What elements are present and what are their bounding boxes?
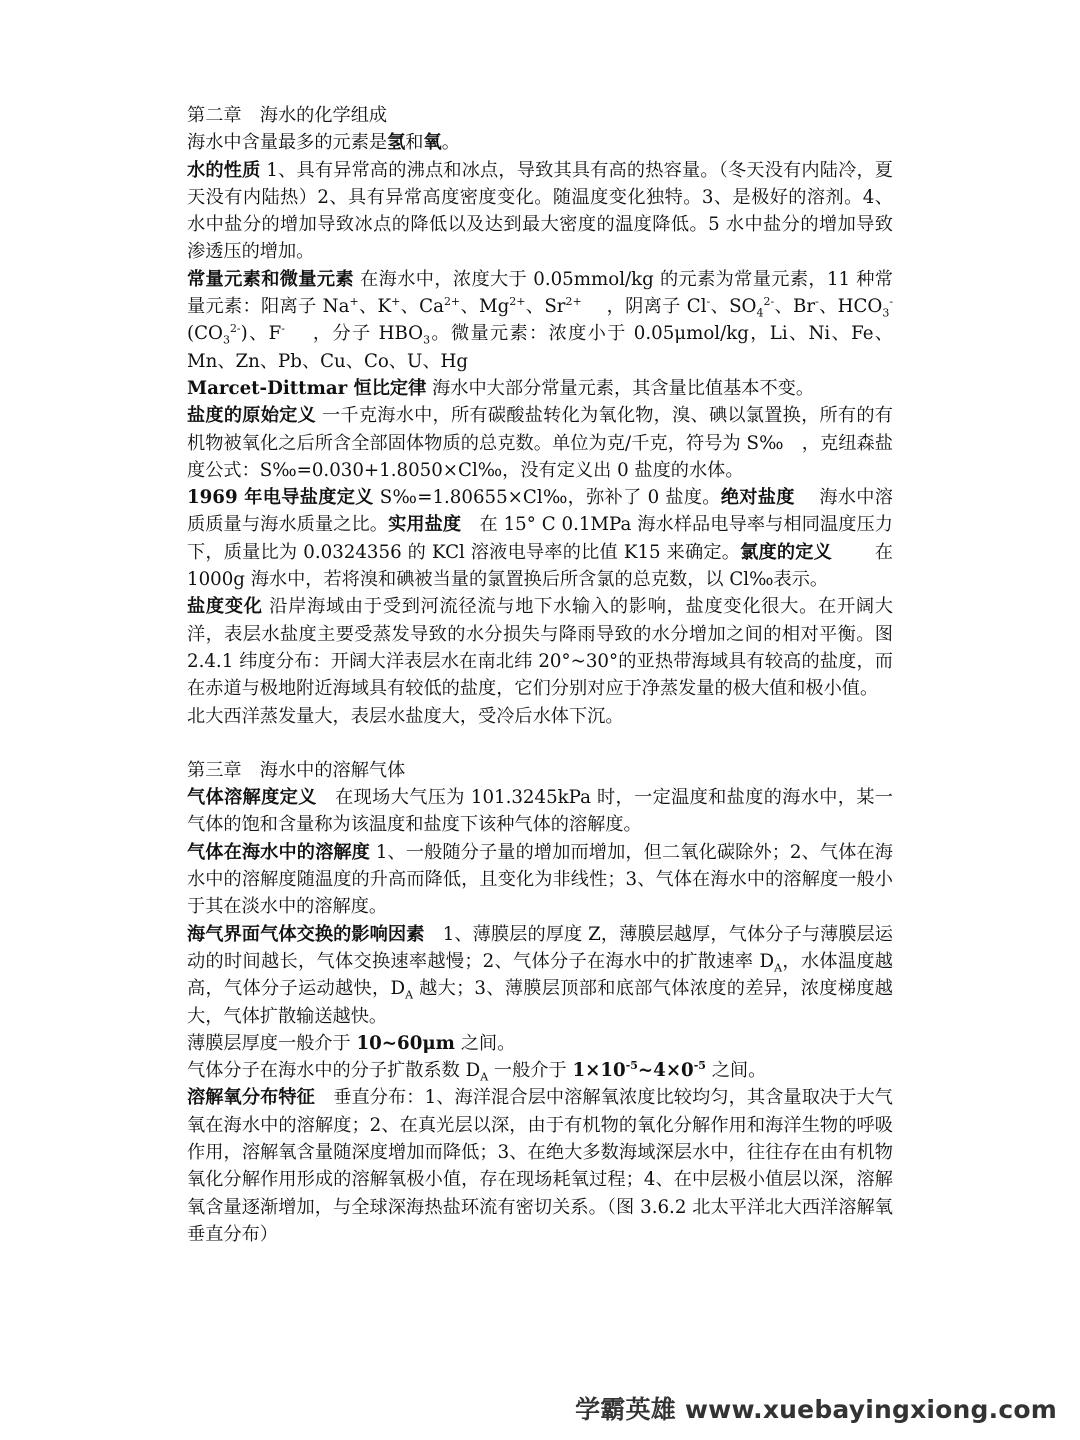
marcet-dittmar-paragraph: Marcet-Dittmar 恒比定律 海水中大部分常量元素，其含量比值基本不变。	[187, 377, 815, 399]
major-elements-paragraph: 常量元素和微量元素 在海水中，浓度大于 0.05mmol/kg 的元素为常量元素，11 种常量元素：阳离子 Na+、K+、$Ca^{2+}$、$Mg^{2+}$、$Sr^{2+}$ ，阴离子 Cl-、$SO_4^{2-}$、Br-、$HCO_3^-(CO_3^{2-})$、F- ，分子 $HBO_3$。微量元素：浓度小于 0.05μmol/kg，Li、Ni、Fe、Mn、Zn、Pb、Cu、Co、U、Hg	[187, 268, 894, 372]
term-water-properties: 水的性质	[187, 159, 261, 181]
salinity-variation-paragraph: 盐度变化 沿岸海域由于受到河流径流与地下水输入的影响，盐度变化很大。在开阔大洋，表层水盐度主要受蒸发导致的水分损失与降雨导致的水分增加之间的相对平衡。图 2.4.1 纬度分布：开阔大洋表层水在南北纬 20°~30°的亚热带海域具有较高的盐度，而在赤道与极地附近海域具有较低的盐度，它们分别对应于净蒸发量的极大值和极小值。	[187, 596, 893, 700]
water-properties-paragraph: 水的性质 1、具有异常高的沸点和冰点，导致其具有高的热容量。（冬天没有内陆冷，夏天没有内陆热）2、具有异常高度密度变化。随温度变化独特。3、是极好的溶剂。4、水中盐分的增加导致冰点的降低以及达到最大密度的温度降低。5 水中盐分的增加导致渗透压的增加。	[187, 159, 893, 263]
term-major-elements: 常量元素和微量元素	[187, 268, 354, 290]
salinity-definition-paragraph: 盐度的原始定义 一千克海水中，所有碳酸盐转化为氧化物，溴、碘以氯置换，所有的有机物被氧化之后所含全部固体物质的总克数。单位为克/千克，符号为 S‰ ，克纽森盐度公式：S‰=0.030+1.8050×Cl‰，没有定义出 0 盐度的水体。	[187, 405, 893, 481]
term-salinity-variation: 盐度变化	[187, 596, 263, 618]
salinity-types-paragraph: 1969 年电导盐度定义 S‰=1.80655×Cl‰，弥补了 0 盐度。绝对盐度 海水中溶质质量与海水质量之比。实用盐度 在 15° C 0.1MPa 海水样品电导率与相同温度压力下，质量比为 0.0324356 的 KCl 溶液电导率的比值 K15 来确定。氯度的定义 在 1000g 海水中，若将溴和碘被当量的氯置换后所含氯的总克数，以 Cl‰表示。	[187, 487, 893, 591]
chapter-3-title: 第三章 海水中的溶解气体	[187, 759, 406, 781]
term-gas-exchange-factors: 海气界面气体交换的影响因素	[187, 923, 425, 945]
intro-paragraph: 海水中含量最多的元素是氢和氧。	[187, 132, 460, 154]
term-gas-solubility-seawater: 气体在海水中的溶解度	[187, 841, 370, 863]
term-dissolved-oxygen: 溶解氧分布特征	[187, 1087, 315, 1109]
film-thickness-paragraph: 薄膜层厚度一般介于 10~60μm 之间。	[187, 1032, 516, 1054]
gas-solubility-seawater-paragraph: 气体在海水中的溶解度 1、一般随分子量的增加而增加，但二氧化碳除外；2、气体在海水中的溶解度随温度的升高而降低，且变化为非线性；3、气体在海水中的溶解度一般小于其在淡水中的溶解度。	[187, 841, 893, 918]
dissolved-oxygen-paragraph: 溶解氧分布特征 垂直分布：1、海洋混合层中溶解氧浓度比较均匀，其含量取决于大气氧在海水中的溶解度；2、在真光层以深，由于有机物的氧化分解作用和海洋生物的呼吸作用，溶解氧含量随深度增加而降低；3、在绝大多数海域深层水中，往往存在由有机物氧化分解作用形成的溶解氧极小值，存在现场耗氧过程；4、在中层极小值层以深，溶解氧含量逐渐增加，与全球深海热盐环流有密切关系。（图 3.6.2 北太平洋北大西洋溶解氧垂直分布）	[187, 1087, 893, 1245]
gas-solubility-definition-paragraph: 气体溶解度定义 在现场大气压为 101.3245kPa 时，一定温度和盐度的海水中，某一气体的饱和含量称为该温度和盐度下该种气体的溶解度。	[187, 787, 893, 836]
term-practical-salinity: 实用盐度	[388, 514, 462, 536]
section-gap	[187, 730, 893, 757]
term-absolute-salinity: 绝对盐度	[720, 487, 795, 509]
document-body	[187, 102, 893, 1248]
term-salinity-original: 盐度的原始定义	[187, 405, 316, 427]
watermark-footer: 学霸英雄 www.xuebayingxiong.com	[575, 1395, 1057, 1424]
diffusion-coefficient-paragraph: 气体分子在海水中的分子扩散系数 $D_A$ 一般介于 $1\times 10^{-5}\sim 4\times 0^{-5}$ 之间。	[187, 1059, 767, 1084]
chapter-2-title: 第二章 海水的化学组成	[187, 105, 388, 126]
term-marcet-dittmar: Marcet-Dittmar 恒比定律	[187, 377, 427, 399]
term-gas-solubility: 气体溶解度定义	[187, 787, 317, 809]
term-chlorinity: 氯度的定义	[740, 541, 833, 563]
gas-exchange-paragraph: 海气界面气体交换的影响因素 1、薄膜层的厚度 Z，薄膜层越厚，气体分子与薄膜层运动的时间越长，气体交换速率越慢；2、气体分子在海水中的扩散速率 $D_A$，水体温度越高，气体分子运动越快，$D_A$ 越大；3、薄膜层顶部和底部气体浓度的差异，浓度梯度越大，气体扩散输送越快。	[187, 923, 893, 1027]
north-atlantic-paragraph: 北大西洋蒸发量大，表层水盐度大，受冷后水体下沉。	[187, 705, 624, 727]
term-conductivity-salinity: 1969 年电导盐度定义	[187, 487, 374, 509]
